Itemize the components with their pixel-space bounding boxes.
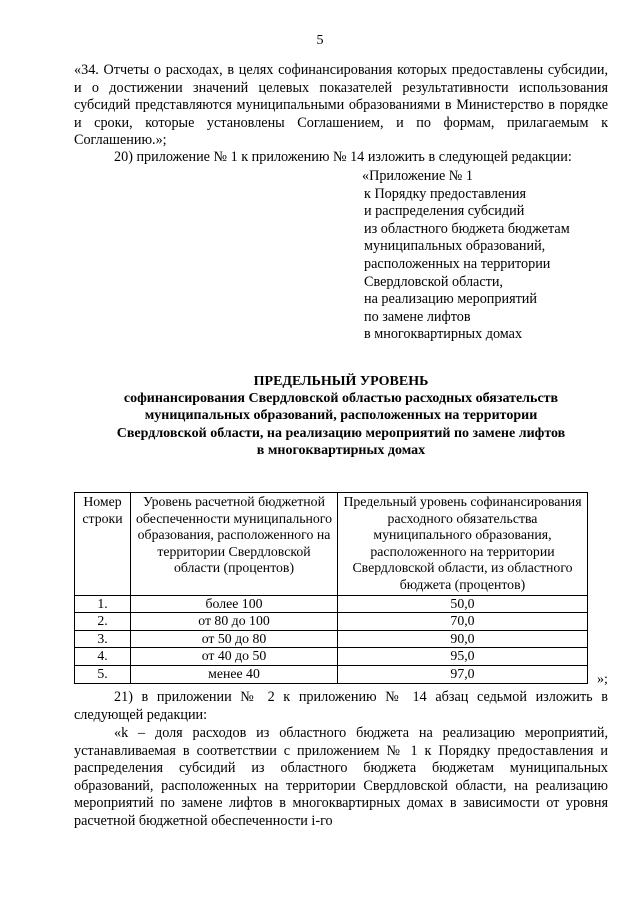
budget-level: от 50 до 80 <box>131 630 338 648</box>
table-header-row <box>75 493 588 596</box>
appendix-line: к Порядку предоставления <box>364 185 526 202</box>
paragraph-21: 21) в приложении № 2 к приложению № 14 абзац седьмой изложить в следующей редакции: <box>74 689 608 723</box>
cofinancing-table <box>74 492 588 684</box>
appendix-line: «Приложение № 1 <box>362 168 473 184</box>
table-closing-mark: »; <box>597 672 608 687</box>
document-heading <box>74 373 608 459</box>
row-number: 2. <box>75 613 131 631</box>
cofinancing-limit: 97,0 <box>338 665 588 683</box>
appendix-line: в многоквартирных домах <box>364 326 523 343</box>
page-number: 5 <box>316 33 324 48</box>
paragraph-34: «34. Отчеты о расходах, в целях софинансирования которых предоставлены субсидии, и о достижении значений целевых показателей результативности использования субсидий представляются муниципальными образованиями в Министерство в порядке и сроки, которые установлены Соглашением, и по формам, прилагаемым к Соглашению.»; <box>74 62 608 149</box>
heading-line: Свердловской области, на реализацию мероприятий по замене лифтов <box>116 425 566 441</box>
heading-line: в многоквартирных домах <box>256 442 426 458</box>
appendix-line: Свердловской области, <box>364 273 503 290</box>
budget-level: от 40 до 50 <box>131 648 338 666</box>
header-row-number: Номер строки <box>75 493 131 596</box>
paragraph-20: 20) приложение № 1 к приложению № 14 изложить в следующей редакции: <box>114 149 572 165</box>
appendix-line: расположенных на территории <box>364 255 551 272</box>
cofinancing-limit: 70,0 <box>338 613 588 631</box>
header-cofinancing-limit: Предельный уровень софинансирования расходного обязательства муниципального образования, расположенного на территории Свердловской области, из областного бюджета (процентов) <box>338 493 588 596</box>
table-row <box>75 665 588 683</box>
heading-title: ПРЕДЕЛЬНЫЙ УРОВЕНЬ <box>253 374 429 389</box>
appendix-line: по замене лифтов <box>364 308 471 325</box>
table-row <box>75 595 588 613</box>
table-row <box>75 613 588 631</box>
header-budget-level: Уровень расчетной бюджетной обеспеченности муниципального образования, расположенного на территории Свердловской области (процентов) <box>131 493 338 596</box>
appendix-line: и распределения субсидий <box>364 203 525 220</box>
cofinancing-limit: 50,0 <box>338 595 588 613</box>
table-row <box>75 630 588 648</box>
row-number: 3. <box>75 630 131 648</box>
appendix-line: из областного бюджета бюджетам <box>364 220 570 237</box>
row-number: 4. <box>75 648 131 666</box>
row-number: 5. <box>75 665 131 683</box>
appendix-header <box>364 168 614 344</box>
table-row <box>75 648 588 666</box>
heading-line: софинансирования Свердловской областью расходных обязательств <box>123 391 559 407</box>
heading-line: муниципальных образований, расположенных на территории <box>144 408 538 424</box>
budget-level: менее 40 <box>131 665 338 683</box>
appendix-line: муниципальных образований, <box>364 238 546 255</box>
cofinancing-limit: 95,0 <box>338 648 588 666</box>
appendix-line: на реализацию мероприятий <box>364 291 537 308</box>
budget-level: более 100 <box>131 595 338 613</box>
budget-level: от 80 до 100 <box>131 613 338 631</box>
cofinancing-limit: 90,0 <box>338 630 588 648</box>
paragraph-k: «k – доля расходов из областного бюджета на реализацию мероприятий, устанавливаемая в соответствии с приложением № 1 к Порядку предоставления и распределения субсидий из областного бюджета бюджетам муниципальных образований, расположенных на территории Свердловской области, на реализацию мероприятий по замене лифтов в многоквартирных домах в зависимости от уровня расчетной бюджетной обеспеченности i-го <box>74 725 608 829</box>
row-number: 1. <box>75 595 131 613</box>
